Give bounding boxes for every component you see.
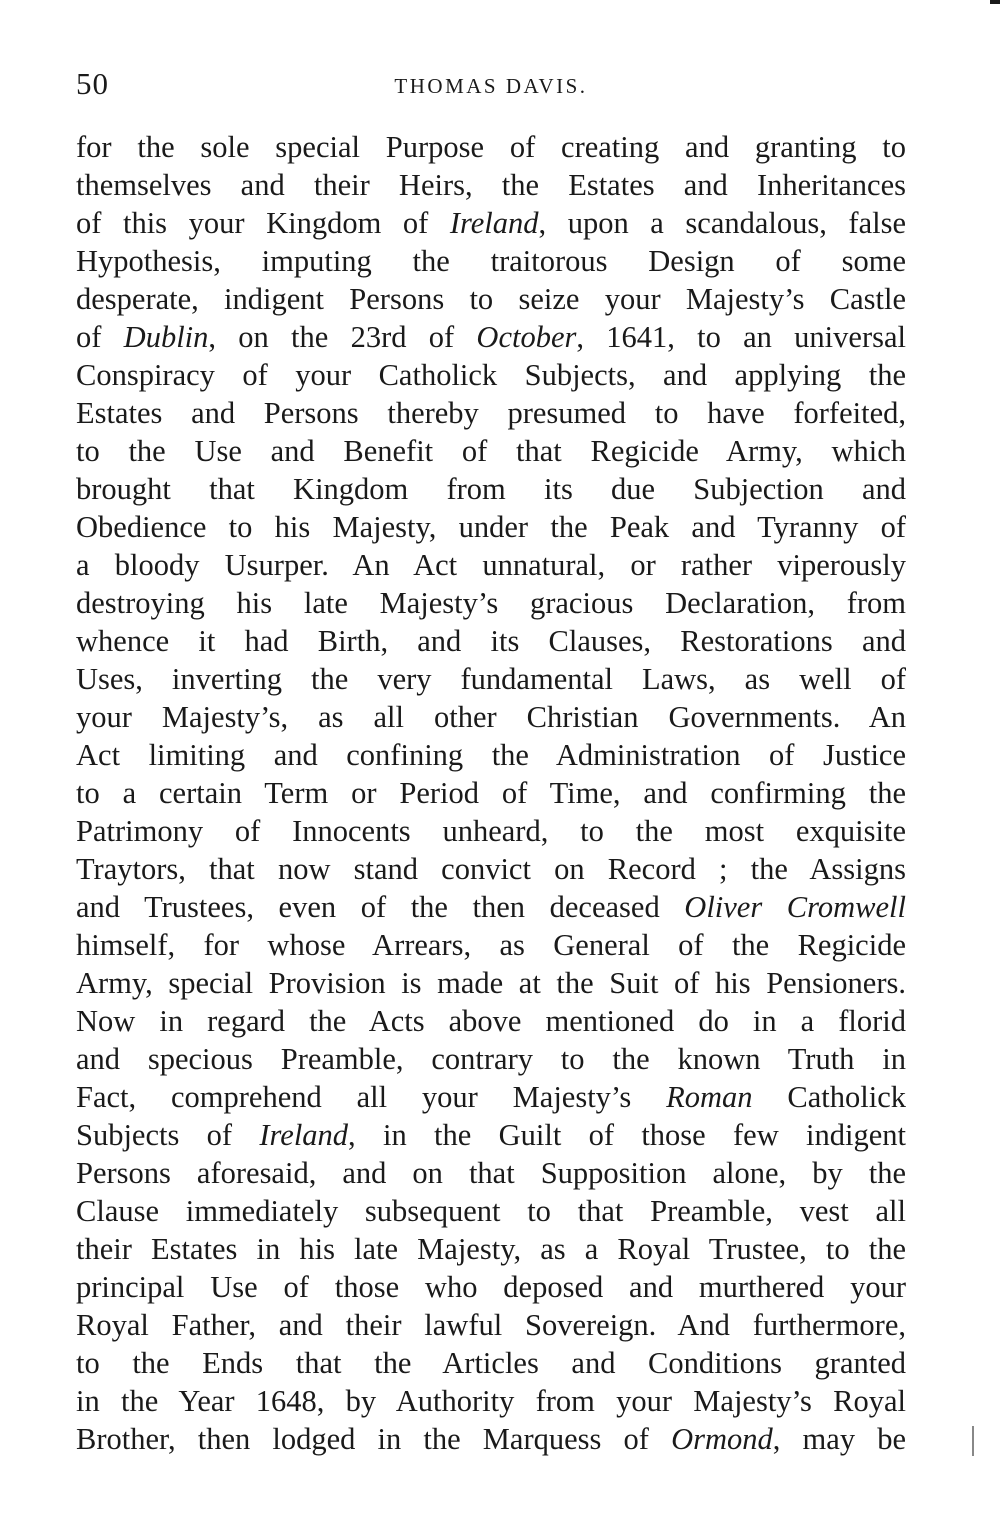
text-line xyxy=(76,546,906,584)
text-line xyxy=(76,394,906,432)
text-segment: Army, special Provision is made at the Suit of his Pensioners. xyxy=(76,966,906,1000)
text-line xyxy=(76,1078,906,1116)
text-segment: to the Ends that the Articles and Conditions granted xyxy=(76,1346,906,1380)
italic-text: Ireland xyxy=(449,206,539,240)
text-segment: their Estates in his late Majesty, as a Royal Trustee, to the xyxy=(76,1232,906,1266)
text-line xyxy=(76,204,906,242)
text-segment: Now in regard the Acts above mentioned do in a florid xyxy=(76,1004,906,1038)
text-line xyxy=(76,1154,906,1192)
italic-text: Oliver Cromwell xyxy=(684,890,906,924)
text-segment: to the Use and Benefit of that Regicide Army, which xyxy=(76,434,906,468)
text-line xyxy=(76,318,906,356)
text-line xyxy=(76,584,906,622)
text-segment: Fact, comprehend all your Majesty’s xyxy=(76,1080,667,1114)
text-segment: Clause immediately subsequent to that Preamble, vest all xyxy=(76,1194,906,1228)
text-line xyxy=(76,1268,906,1306)
text-segment: Royal Father, and their lawful Sovereign. And furthermore, xyxy=(76,1308,906,1342)
text-line xyxy=(76,736,906,774)
italic-text: Ireland xyxy=(259,1118,349,1152)
text-line xyxy=(76,280,906,318)
text-line xyxy=(76,432,906,470)
text-line xyxy=(76,1382,906,1420)
text-segment: and Trustees, even of the then deceased xyxy=(76,890,685,924)
text-segment: a bloody Usurper. An Act unnatural, or rather viperously xyxy=(76,548,906,582)
text-line xyxy=(76,926,906,964)
text-segment: Persons aforesaid, and on that Supposition alone, by the xyxy=(76,1156,906,1190)
text-segment: Traytors, that now stand convict on Record ; the Assigns xyxy=(76,852,906,886)
text-line xyxy=(76,850,906,888)
text-segment: Uses, inverting the very fundamental Laws, as well of xyxy=(76,662,906,696)
text-line xyxy=(76,622,906,660)
text-line xyxy=(76,508,906,546)
text-segment: Act limiting and confining the Administration of Justice xyxy=(76,738,906,772)
text-segment: Brother, then lodged in the Marquess of xyxy=(76,1422,672,1456)
text-segment: Patrimony of Innocents unheard, to the most exquisite xyxy=(76,814,906,848)
text-line xyxy=(76,1116,906,1154)
text-segment: brought that Kingdom from its due Subjection and xyxy=(76,472,906,506)
text-line xyxy=(76,470,906,508)
text-line xyxy=(76,774,906,812)
text-segment: of xyxy=(76,320,124,354)
page-number: 50 xyxy=(76,66,109,101)
text-segment: himself, for whose Arrears, as General of the Regicide xyxy=(76,928,906,962)
text-line xyxy=(76,356,906,394)
text-line xyxy=(76,1040,906,1078)
text-line xyxy=(76,1230,906,1268)
text-line xyxy=(76,1420,906,1458)
text-segment: , may be xyxy=(772,1422,906,1456)
text-line xyxy=(76,1306,906,1344)
text-segment: to a certain Term or Period of Time, and confirming the xyxy=(76,776,906,810)
text-segment: , 1641, to an universal xyxy=(576,320,906,354)
text-segment: Estates and Persons thereby presumed to have forfeited, xyxy=(76,396,906,430)
text-segment: Obedience to his Majesty, under the Peak and Tyranny of xyxy=(76,510,906,544)
text-line xyxy=(76,698,906,736)
text-line xyxy=(76,1002,906,1040)
margin-mark xyxy=(972,1426,974,1456)
body-text xyxy=(76,128,906,1458)
text-segment: of this your Kingdom of xyxy=(76,206,450,240)
text-segment: Hypothesis, imputing the traitorous Design of some xyxy=(76,244,906,278)
text-segment: , upon a scandalous, false xyxy=(538,206,906,240)
text-segment: and specious Preamble, contrary to the known Truth in xyxy=(76,1042,906,1076)
text-segment: Catholick xyxy=(752,1080,906,1114)
text-segment: principal Use of those who deposed and murthered your xyxy=(76,1270,906,1304)
text-line xyxy=(76,888,906,926)
text-segment: desperate, indigent Persons to seize your Majesty’s Castle xyxy=(76,282,906,316)
text-line xyxy=(76,242,906,280)
text-line xyxy=(76,166,906,204)
scan-edge-mark xyxy=(990,0,1000,4)
running-title: THOMAS DAVIS. xyxy=(394,74,588,98)
text-segment: , in the Guilt of those few indigent xyxy=(348,1118,906,1152)
text-segment: themselves and their Heirs, the Estates and Inheritances xyxy=(76,168,906,202)
text-segment: destroying his late Majesty’s gracious Declaration, from xyxy=(76,586,906,620)
italic-text: Ormond xyxy=(671,1422,773,1456)
text-segment: your Majesty’s, as all other Christian Governments. An xyxy=(76,700,906,734)
text-segment: for the sole special Purpose of creating and granting to xyxy=(76,130,906,164)
text-segment: Subjects of xyxy=(76,1118,260,1152)
text-line xyxy=(76,128,906,166)
text-line xyxy=(76,660,906,698)
text-segment: whence it had Birth, and its Clauses, Restorations and xyxy=(76,624,906,658)
text-line xyxy=(76,812,906,850)
text-segment: in the Year 1648, by Authority from your Majesty’s Royal xyxy=(76,1384,906,1418)
running-head xyxy=(76,66,906,106)
italic-text: Roman xyxy=(666,1080,753,1114)
text-segment: Conspiracy of your Catholick Subjects, and applying the xyxy=(76,358,906,392)
text-segment: , on the 23rd of xyxy=(208,320,477,354)
text-line xyxy=(76,1344,906,1382)
italic-text: October xyxy=(476,320,577,354)
text-line xyxy=(76,964,906,1002)
italic-text: Dublin xyxy=(123,320,209,354)
text-line xyxy=(76,1192,906,1230)
